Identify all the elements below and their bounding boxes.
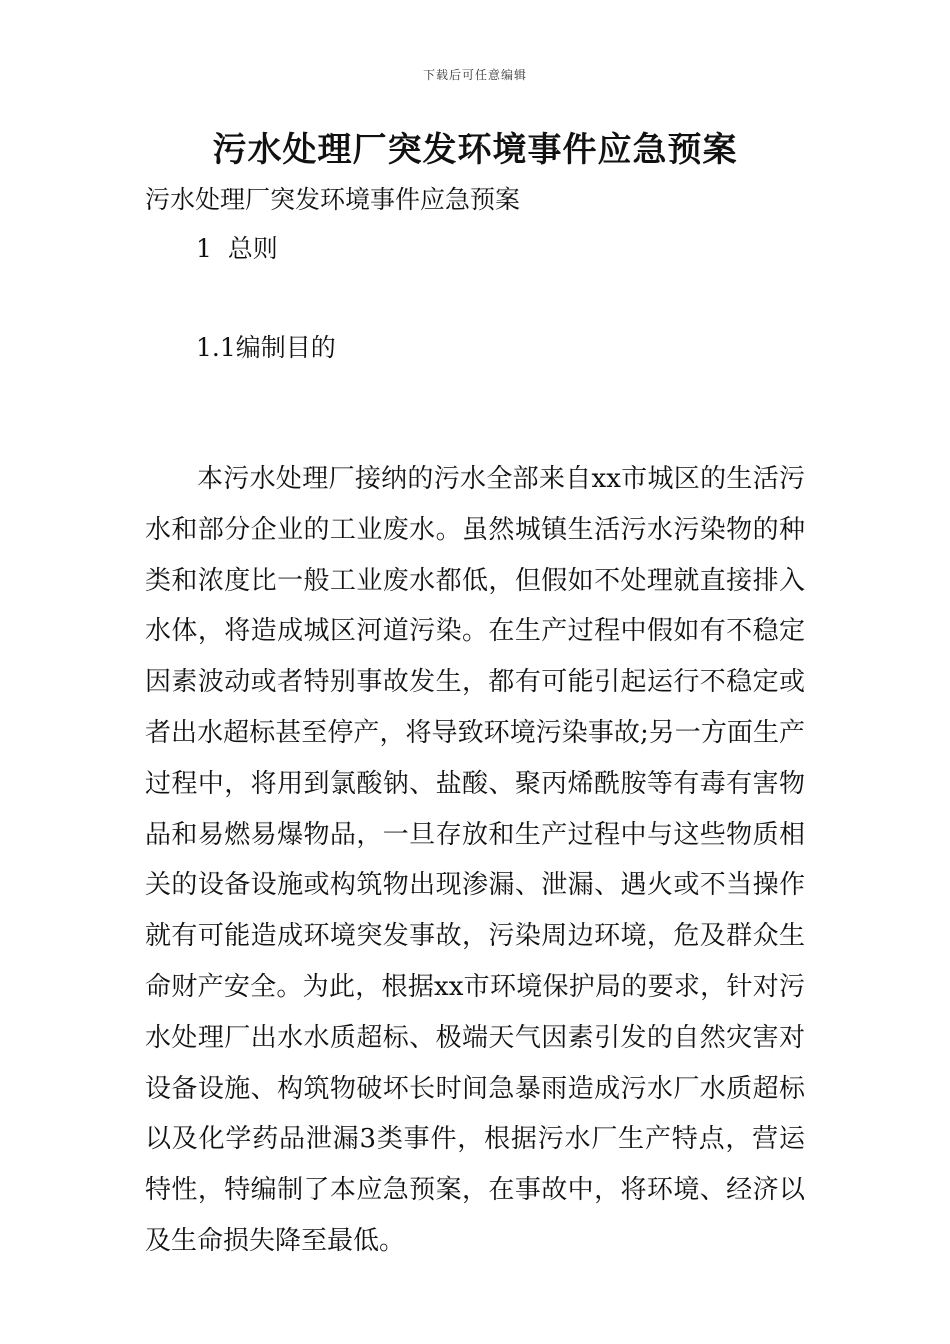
section-heading-purpose: 1.1编制目的 [196,333,336,362]
body-paragraph: 本污水处理厂接纳的污水全部来自xx市城区的生活污水和部分企业的工业废水。虽然城镇生活污水污染物的种类和浓度比一般工业废水都低，但假如不处理就直接排入水体，将造成城区河道污染。在生产过程中假如有不稳定因素波动或者特别事故发生，都有可能引起运行不稳定或者出水超标甚至停产，将导致环境污染事故;另一方面生产过程中，将用到氯酸钠、盐酸、聚丙烯酰胺等有毒有害物品和易燃易爆物品，一旦存放和生产过程中与这些物质相关的设备设施或构筑物出现渗漏、泄漏、遇火或不当操作就有可能造成环境突发事故，污染周边环境，危及群众生命财产安全。为此，根据xx市环境保护局的要求，针对污水处理厂出水水质超标、极端天气因素引发的自然灾害对设备设施、构筑物破坏长时间急暴雨造成污水厂水质超标以及化学药品泄漏3类事件，根据污水厂生产特点，营运特性，特编制了本应急预案，在事故中，将环境、经济以及生命损失降至最低。 [145,464,805,1256]
section-heading-general: 1 总则 [196,234,278,263]
document-subtitle: 污水处理厂突发环境事件应急预案 [145,185,521,214]
header-note: 下载后可任意编辑 [422,68,527,82]
document-title: 污水处理厂突发环境事件应急预案 [212,130,738,170]
